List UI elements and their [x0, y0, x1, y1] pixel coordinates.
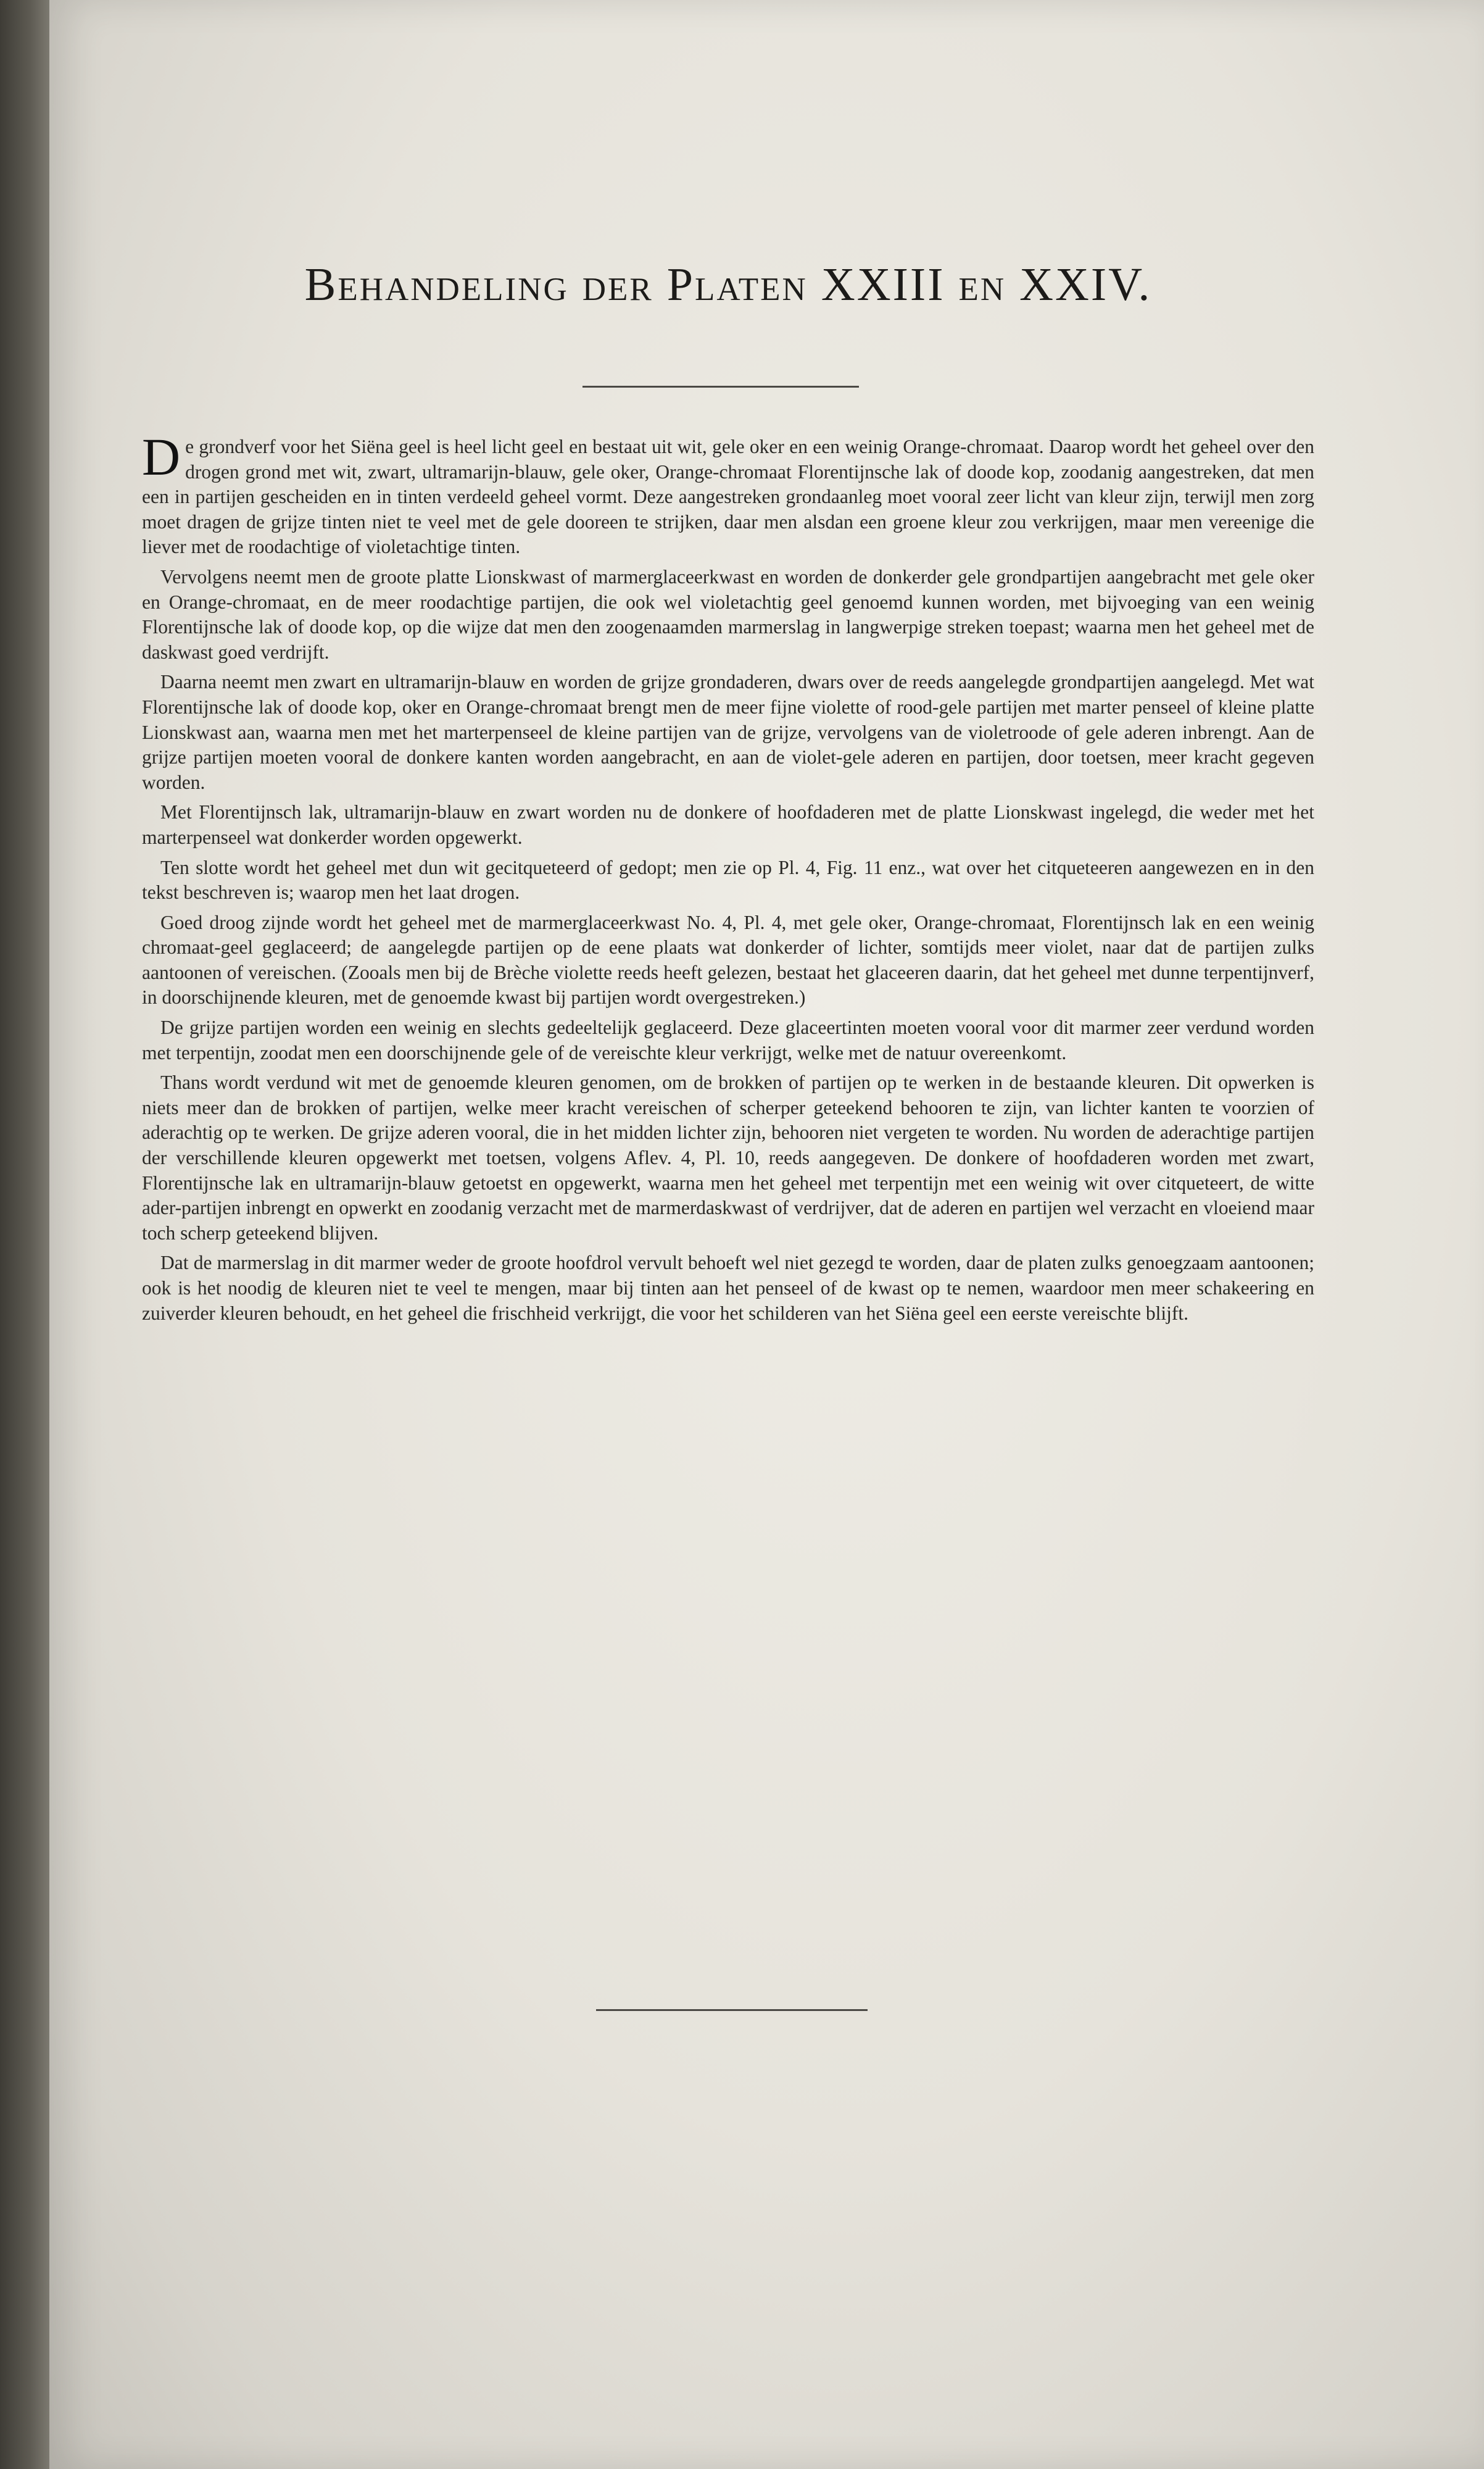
paragraph-9: Dat de marmerslag in dit marmer weder de groote hoofdrol vervult behoeft wel niet gezegd te worden, daar de platen zulks genoegzaam aantoonen; ook is het noodig de kleuren niet te veel te mengen, maar bij tinten aan het penseel of de kwast op te nemen, waardoor men meer schakeering en zuiverder kleuren behoudt, en het geheel die frischheid verkrijgt, die voor het schilderen van het Siëna geel een eerste vereischte blijft. [142, 1252, 1314, 1324]
page-title: Behandeling der Platen XXIII en XXIV. [304, 259, 1152, 310]
paragraph-4: Met Florentijnsch lak, ultramarijn-blauw en zwart worden nu de donkere of hoofdaderen met de platte Lionskwast ingelegd, die weder met het marterpenseel wat donkerder worden opgewerkt. [142, 801, 1314, 848]
drop-cap: D [142, 427, 181, 486]
end-divider [596, 2009, 868, 2011]
book-gutter [0, 0, 49, 2469]
paragraph-1 [142, 427, 1314, 560]
paragraph-8: Thans wordt verdund wit met de genoemde kleuren genomen, om de brokken of partijen op te werken in de bestaande kleuren. Dit opwerken is niets meer dan de brokken of partijen, welke meer kracht vereischen of scherper geteekend behooren te zijn, van lichter kanten te voorzien of aderachtig op te werken. De grijze aderen vooral, die in het midden lichter zijn, behooren niet vergeten te worden. Nu worden de aderachtige partijen der verschillende kleuren opgewerkt met toetsen, volgens Aflev. 4, Pl. 10, reeds aangegeven. De donkere of hoofdaderen worden met zwart, Florentijnsche lak en ultramarijn-blauw getoetst en opgewerkt, waarna men het geheel met terpentijn met een weinig wit over citqueteert, de witte ader-partijen inbrengt en opwerkt en zoodanig verzacht met de marmerdaskwast of verdrijver, dat de aderen en partijen wel verzacht en vloeiend maar toch scherp geteekend blijven. [142, 1072, 1314, 1244]
paragraph-3: Daarna neemt men zwart en ultramarijn-blauw en worden de grijze grondaderen, dwars over de reeds aangelegde grondpartijen aangelegd. Met wat Florentijnsche lak of doode kop, oker en Orange-chromaat brengt men de meer fijne violette of rood-gele partijen met marter penseel of kleine platte Lionskwast aan, waarna men met het marterpenseel de kleine partijen van de grijze, vervolgens van de violetroode of gele aderen inbrengt. Aan de grijze partijen moeten vooral de donkere kanten worden aangebracht, en aan de violet-gele aderen en partijen, door toetsen, meer kracht gegeven worden. [142, 671, 1314, 793]
paragraph-5: Ten slotte wordt het geheel met dun wit gecitqueteerd of gedopt; men zie op Pl. 4, Fig. 11 enz., wat over het citqueteeren aangewezen en in den tekst beschreven is; waarop men het laat drogen. [142, 856, 1314, 904]
paragraph-2: Vervolgens neemt men de groote platte Lionskwast of marmerglaceerkwast en worden de donkerder gele grondpartijen aangebracht met gele oker en Orange-chromaat, en de meer roodachtige partijen, die ook wel violetachtig geel genoemd kunnen worden, met bijvoeging van een weinig Florentijnsche lak of doode kop, op die wijze dat men den zoogenaamden marmerslag in langwerpige streken toepast; waarna men het geheel met de daskwast goed verdrijft. [142, 565, 1314, 663]
title-divider [582, 386, 859, 388]
paragraph-7: De grijze partijen worden een weinig en slechts gedeeltelijk geglaceerd. Deze glaceertinten moeten vooral voor dit marmer zeer verdund worden met terpentijn, zoodat men een doorschijnende gele of de vereischte kleur verkrijgt, welke met de natuur overeenkomt. [142, 1017, 1314, 1064]
paragraph-1-text: e grondverf voor het Siëna geel is heel licht geel en bestaat uit wit, gele oker en een weinig Orange-chromaat. Daarop wordt het geheel over den drogen grond met wit, zwart, ultramarijn-blauw, gele oker, Orange-chromaat Florentijnsche lak of doode kop, zoodanig aangestreken, dat men een in partijen gescheiden en in tinten verdeeld geheel vormt. Deze aangestreken grondaanleg moet vooral zeer licht van kleur zijn, terwijl men zorg moet dragen de grijze tinten niet te veel met de gele dooreen te strijken, daar men alsdan een groene kleur zou verkrijgen, maar men vereenige die liever met de roodachtige of violetachtige tinten. [142, 436, 1314, 558]
body-text [142, 427, 1314, 1331]
paragraph-6: Goed droog zijnde wordt het geheel met de marmerglaceerkwast No. 4, Pl. 4, met gele oker, Orange-chromaat, Florentijnsch lak en een weinig chromaat-geel geglaceerd; de aangelegde partijen op de eene plaats wat donkerder of lichter, somtijds meer violet, naar dat de partijen zulks aantoonen of vereischen. (Zooals men bij de Brèche violette reeds heeft gelezen, bestaat het glaceeren daarin, dat het geheel met dunne terpentijnverf, in doorschijnende kleuren, met de genoemde kwast bij partijen wordt overgestreken.) [142, 911, 1314, 1009]
